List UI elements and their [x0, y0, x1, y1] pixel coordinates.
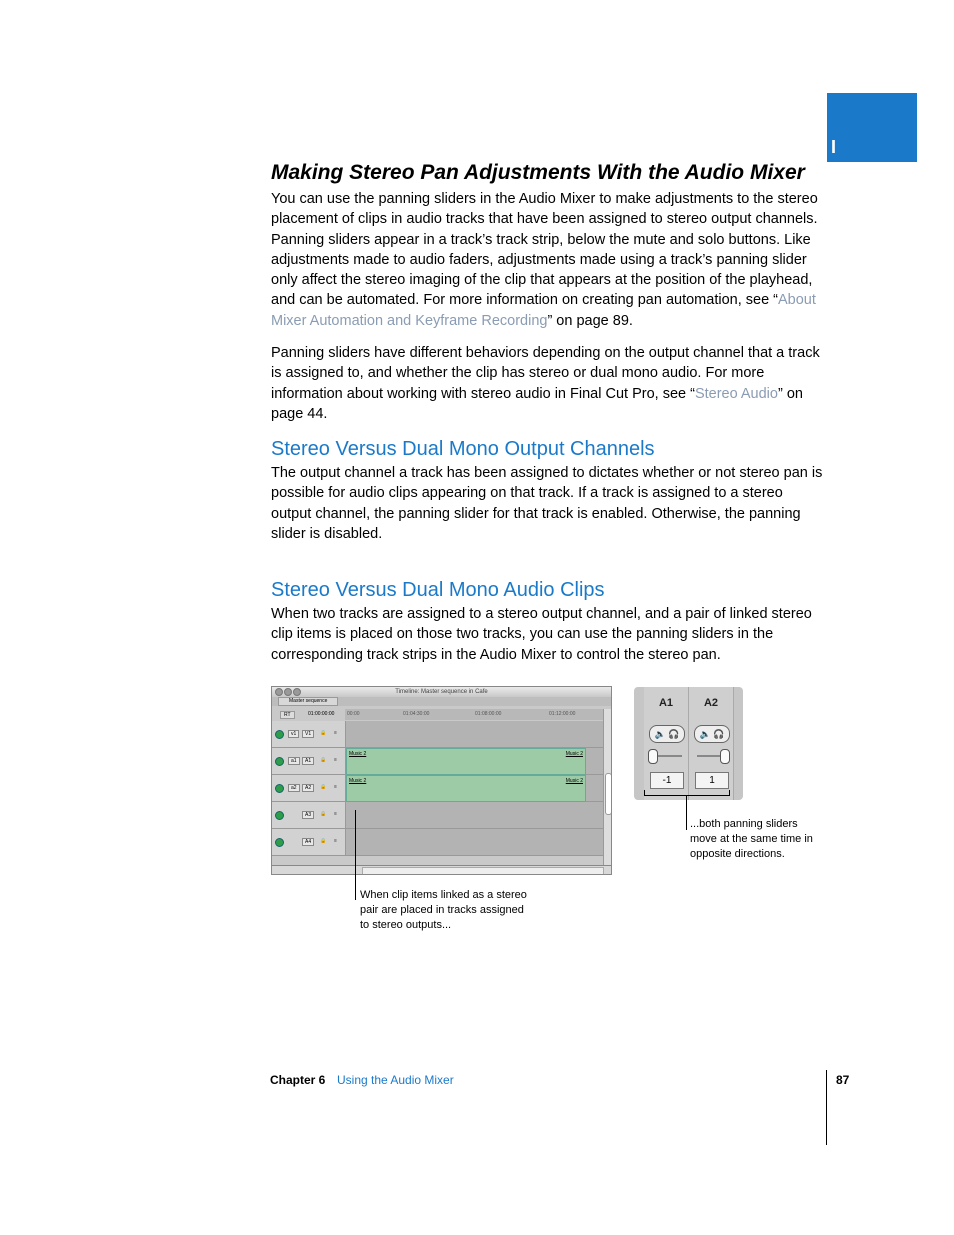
pan-slider-a2[interactable] — [693, 749, 729, 763]
track-strip-a1 — [644, 687, 689, 800]
caption-left: When clip items linked as a stereo pair are placed in tracks assigned to stereo outputs... — [360, 889, 527, 931]
scroll-thumb[interactable] — [605, 773, 612, 815]
footer-chapter-title: Using the Audio Mixer — [337, 1073, 454, 1087]
timeline-tab-row — [272, 697, 611, 706]
autoselect-icon[interactable]: ≡ — [334, 784, 337, 790]
link-stereo-audio[interactable]: Stereo Audio — [694, 385, 778, 402]
ruler-tick-label: 01:08:00:00 — [475, 711, 502, 717]
tab-master-sequence[interactable]: Master sequence — [278, 697, 338, 706]
track-lane[interactable] — [346, 802, 603, 828]
track-row-a2 — [272, 775, 603, 802]
destination-patch[interactable]: V1 — [302, 730, 314, 738]
chapter-tab — [827, 93, 917, 162]
pan-value-field[interactable]: -1 — [650, 772, 684, 789]
ruler-tick-label: 01:12:00:00 — [549, 711, 576, 717]
pan-slider-a1[interactable] — [648, 749, 684, 763]
timeline-bottom-bar — [272, 865, 611, 875]
autoselect-icon[interactable]: ≡ — [334, 757, 337, 763]
paragraph-text: ” on page 89. — [547, 312, 633, 329]
ruler-tick-label: 01:04:30:00 — [403, 711, 430, 717]
destination-patch[interactable]: A4 — [302, 838, 314, 846]
paragraph-output-channels: The output channel a track has been assigned to dictates whether or not stereo pan is possible for audio clips appearing on that track. If a track is assigned to a stereo output channel, the panning slider for that track is enabled. Otherwise, the panning slider is disabled. — [271, 465, 823, 542]
horizontal-scrollbar[interactable] — [362, 867, 604, 875]
callout-line-left — [355, 810, 356, 900]
track-visibility-icon[interactable] — [275, 811, 284, 820]
pan-value-field[interactable]: 1 — [695, 772, 729, 789]
mute-solo-buttons[interactable]: 🔈 🎧 — [694, 725, 730, 743]
ruler-tick-label: 00:00 — [347, 711, 360, 717]
clip-label: Music 2 — [349, 778, 367, 784]
lock-icon[interactable]: 🔒 — [320, 757, 327, 763]
clip-label: Music 2 — [349, 751, 367, 757]
track-patch — [272, 802, 346, 828]
track-row-a3 — [272, 802, 603, 829]
track-lane[interactable] — [346, 748, 603, 774]
footer-chapter: Chapter 6 — [270, 1073, 326, 1087]
paragraph-text: You can use the panning sliders in the Audio Mixer to make adjustments to the stereo placement of clips in audio tracks that have been assigned to stereo output channels. Panning sliders appear in a track’s track strip, below the mute and solo buttons. Like adjustments made to audio faders, adjustments made using a track’s panning slider only affect the stereo imaging of the clip that appears at the position of the playhead, and can be automated. For more information on creating pan automation, see “ — [271, 191, 818, 309]
track-label: A1 — [658, 697, 674, 709]
track-visibility-icon[interactable] — [275, 730, 284, 739]
timecode-field[interactable]: 01:00:00:00 — [308, 711, 335, 717]
mixer-closeup — [634, 687, 743, 800]
destination-patch[interactable]: A3 — [302, 811, 314, 819]
mute-solo-buttons[interactable]: 🔈 🎧 — [649, 725, 685, 743]
track-patch — [272, 721, 346, 747]
footer-divider — [826, 1070, 827, 1145]
paragraph-text: ” on page 44. — [271, 385, 803, 422]
callout-bracket-right — [644, 790, 730, 796]
destination-patch[interactable]: A2 — [302, 784, 314, 792]
clip-label: Music 2 — [565, 751, 583, 757]
autoselect-icon[interactable]: ≡ — [334, 730, 337, 736]
source-patch[interactable]: a2 — [288, 784, 300, 792]
caption-right: ...both panning sliders move at the same time in opposite directions. — [690, 818, 813, 860]
track-row-a4 — [272, 829, 603, 856]
track-strip-a2 — [689, 687, 734, 800]
timeline-tracks — [272, 721, 603, 865]
destination-patch[interactable]: A1 — [302, 757, 314, 765]
timeline-header — [272, 709, 345, 720]
callout-line-right — [686, 796, 687, 830]
lock-icon[interactable]: 🔒 — [320, 730, 327, 736]
track-patch — [272, 748, 346, 774]
timeline-titlebar — [272, 687, 611, 697]
track-visibility-icon[interactable] — [275, 757, 284, 766]
track-lane[interactable] — [346, 829, 603, 855]
audio-clip[interactable] — [346, 775, 586, 802]
pan-knob[interactable] — [648, 749, 658, 764]
paragraph-audio-clips: When two tracks are assigned to a stereo output channel, and a pair of linked stereo clip items is placed on those two tracks, you can use the panning sliders in the corresponding track strips in the Audio Mixer to control the stereo pan. — [271, 606, 812, 663]
chapter-tab-marker: I — [831, 137, 837, 157]
track-patch — [272, 775, 346, 801]
lock-icon[interactable]: 🔒 — [320, 811, 327, 817]
paragraph-pan-behaviors — [271, 343, 826, 424]
paragraph-text: Panning sliders have different behaviors depending on the output channel that a track is assigned to, and whether the clip has stereo or dual mono audio. For more information about working with stereo audio in Final Cut Pro, see “ — [271, 345, 820, 402]
track-lane[interactable] — [346, 721, 603, 747]
link-mixer-automation[interactable]: About Mixer Automation and Keyframe Recording — [271, 292, 816, 329]
section-heading-audio-clips: Stereo Versus Dual Mono Audio Clips — [271, 579, 605, 601]
track-row-a1 — [272, 748, 603, 775]
rt-menu[interactable]: RT — [280, 711, 295, 719]
section-heading-making: Making Stereo Pan Adjustments With the Audio Mixer — [271, 161, 805, 184]
timeline-ruler[interactable] — [345, 709, 603, 720]
track-lane[interactable] — [346, 775, 603, 801]
pan-knob[interactable] — [720, 749, 730, 764]
section-heading-output-channels: Stereo Versus Dual Mono Output Channels — [271, 438, 655, 460]
paragraph-pan-intro — [271, 189, 826, 331]
track-visibility-icon[interactable] — [275, 784, 284, 793]
page-number: 87 — [836, 1073, 850, 1087]
track-visibility-icon[interactable] — [275, 838, 284, 847]
track-row-v1 — [272, 721, 603, 748]
source-patch[interactable]: a1 — [288, 757, 300, 765]
track-label: A2 — [703, 697, 719, 709]
source-patch[interactable]: v1 — [288, 730, 299, 738]
lock-icon[interactable]: 🔒 — [320, 838, 327, 844]
lock-icon[interactable]: 🔒 — [320, 784, 327, 790]
audio-clip[interactable] — [346, 748, 586, 775]
vertical-scrollbar[interactable] — [603, 709, 612, 865]
autoselect-icon[interactable]: ≡ — [334, 838, 337, 844]
timeline-title: Timeline: Master sequence in Cafe — [395, 689, 488, 695]
track-patch — [272, 829, 346, 855]
window-controls — [275, 688, 302, 700]
timeline-screenshot — [271, 686, 612, 875]
clip-label: Music 2 — [565, 778, 583, 784]
autoselect-icon[interactable]: ≡ — [334, 811, 337, 817]
